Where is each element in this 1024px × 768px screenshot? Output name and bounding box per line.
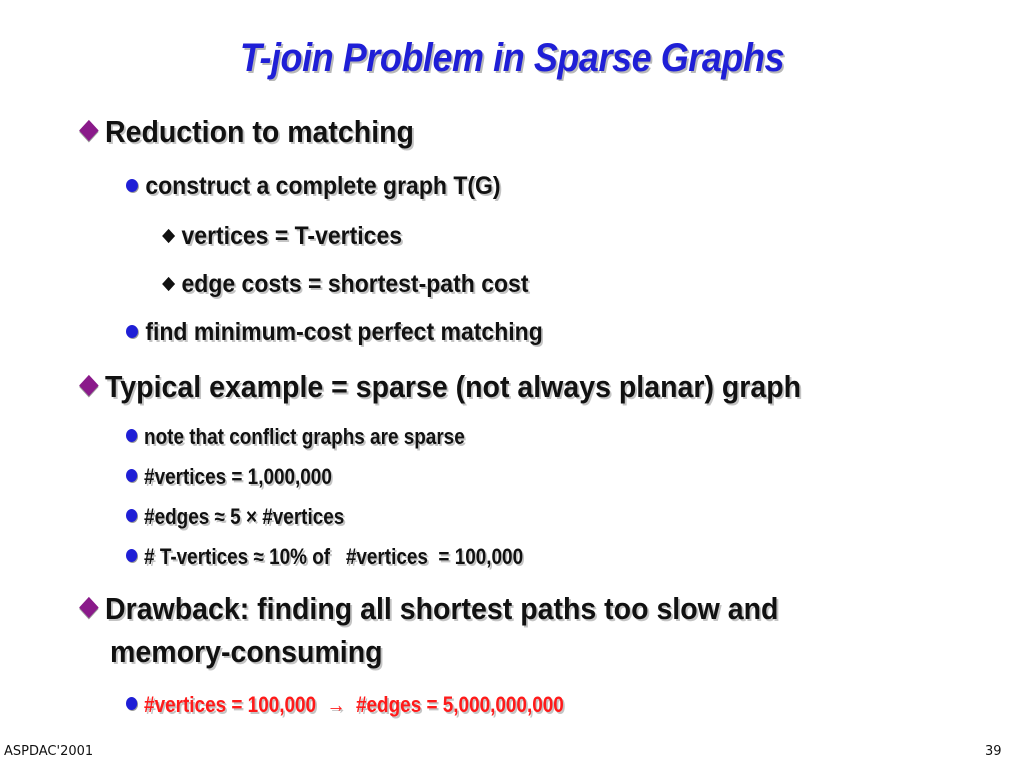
bullet-text: memory-consuming: [110, 634, 383, 669]
dot-bullet-icon: [126, 469, 137, 482]
bullet-text: Drawback: finding all shortest paths too slow and: [105, 591, 779, 626]
bullet-text: edge costs = shortest-path cost: [181, 270, 529, 298]
bullet-level2-t-vertices: [126, 544, 523, 570]
bullet-text: find minimum-cost perfect matching: [145, 318, 543, 346]
small-diamond-bullet-icon: [162, 229, 175, 243]
dot-bullet-icon: [126, 325, 138, 338]
diamond-bullet-icon: [79, 120, 99, 141]
bullet-text: #edges ≈ 5 × #vertices: [144, 504, 345, 529]
slide-title: T-join Problem in Sparse Graphs: [239, 36, 785, 80]
bullet-level1-drawback-continued: [110, 634, 383, 670]
dot-bullet-icon: [126, 549, 137, 562]
bullet-level1-typical-example: [82, 369, 801, 405]
bullet-text: # T-vertices ≈ 10% of #vertices = 100,000: [144, 544, 524, 569]
bullet-level3-vertices: [164, 222, 402, 251]
bullet-text: Typical example = sparse (not always planar) graph: [105, 369, 802, 404]
footer-page-number: 39: [985, 744, 1002, 759]
bullet-level2-vertices-count: [126, 464, 332, 490]
bullet-level2-matching: [126, 318, 543, 347]
bullet-level3-edge-costs: [164, 270, 528, 299]
bullet-level2-edges-count: [126, 504, 344, 530]
bullet-text: note that conflict graphs are sparse: [144, 424, 465, 449]
bullet-text: construct a complete graph T(G): [145, 172, 501, 200]
bullet-level2-highlight: [126, 692, 564, 718]
small-diamond-bullet-icon: [162, 277, 175, 291]
bullet-text: Reduction to matching: [105, 114, 414, 149]
bullet-level2-conflict-graphs: [126, 424, 465, 450]
bullet-level1-reduction: [82, 114, 414, 150]
diamond-bullet-icon: [79, 597, 99, 618]
footer-conference: ASPDAC'2001: [4, 744, 94, 759]
bullet-text: #vertices = 1,000,000: [144, 464, 332, 489]
bullet-level1-drawback: [82, 591, 778, 627]
dot-bullet-icon: [126, 179, 138, 192]
bullet-level2-construct: [126, 172, 501, 201]
dot-bullet-icon: [126, 429, 137, 442]
diamond-bullet-icon: [79, 375, 99, 396]
highlight-text: #vertices = 100,000 → #edges = 5,000,000,000: [144, 692, 564, 717]
bullet-text: vertices = T-vertices: [181, 222, 403, 250]
dot-bullet-icon: [126, 697, 137, 710]
dot-bullet-icon: [126, 509, 137, 522]
